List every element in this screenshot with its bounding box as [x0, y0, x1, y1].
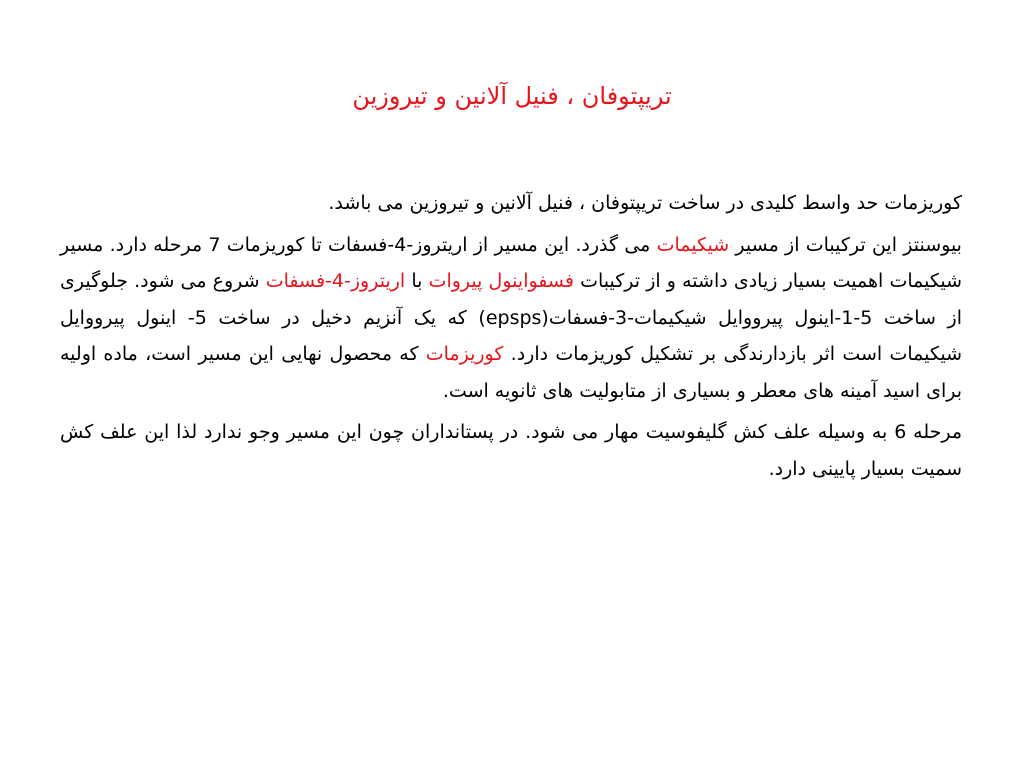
highlight-chorismate: کوریزمات	[425, 343, 504, 365]
paragraph-2-text-1: بیوسنتز این ترکیبات از مسیر	[729, 233, 962, 256]
paragraph-3	[60, 414, 962, 487]
slide-body	[60, 185, 962, 492]
paragraph-1-text: کوریزمات حد واسط کلیدی در ساخت تریپتوفان ، فنیل آلانین و تیروزین می باشد.	[328, 192, 962, 214]
highlight-shikimate: شیکیمات	[656, 233, 730, 256]
paragraph-2-text-2: می گذرد. این مسیر از اریتروز-4-فسفات تا کوریزمات 7 مرحله دارد. مسیر شیکیمات اهمیت بسیار زیادی داشته و از ترکیبات	[60, 233, 963, 292]
paragraph-1	[60, 185, 962, 222]
highlight-phosphoenolpyruvate: فسفواینول پیروات	[428, 270, 574, 292]
paragraph-2-text-3: با	[405, 270, 429, 292]
paragraph-2-text-5: که محصول نهایی این مسیر است، ماده اولیه برای اسید آمینه های معطر و بسیاری از متابولیت های ثانویه است.	[60, 343, 962, 402]
paragraph-2-text-4: شروع می شود. جلوگیری از ساخت 5-1-اینول پیرووایل شیکیمات-3-فسفات(epsps) که یک آنزیم دخیل در ساخت 5- اینول پیرووایل شیکیمات است اثر بازدارندگی بر تشکیل کوریزمات دارد.	[60, 270, 962, 365]
highlight-erythrose-4-phosphate: اریتروز-4-فسفات	[265, 270, 406, 292]
paragraph-3-text: مرحله 6 به وسیله علف کش گلیفوسیت مهار می شود. در پستانداران چون این مسیر وجو ندارد لذا این علف کش سمیت بسیار پایینی دارد.	[60, 421, 963, 480]
slide-title: تریپتوفان ، فنیل آلانین و تیروزین	[352, 82, 672, 110]
paragraph-2	[60, 227, 962, 410]
